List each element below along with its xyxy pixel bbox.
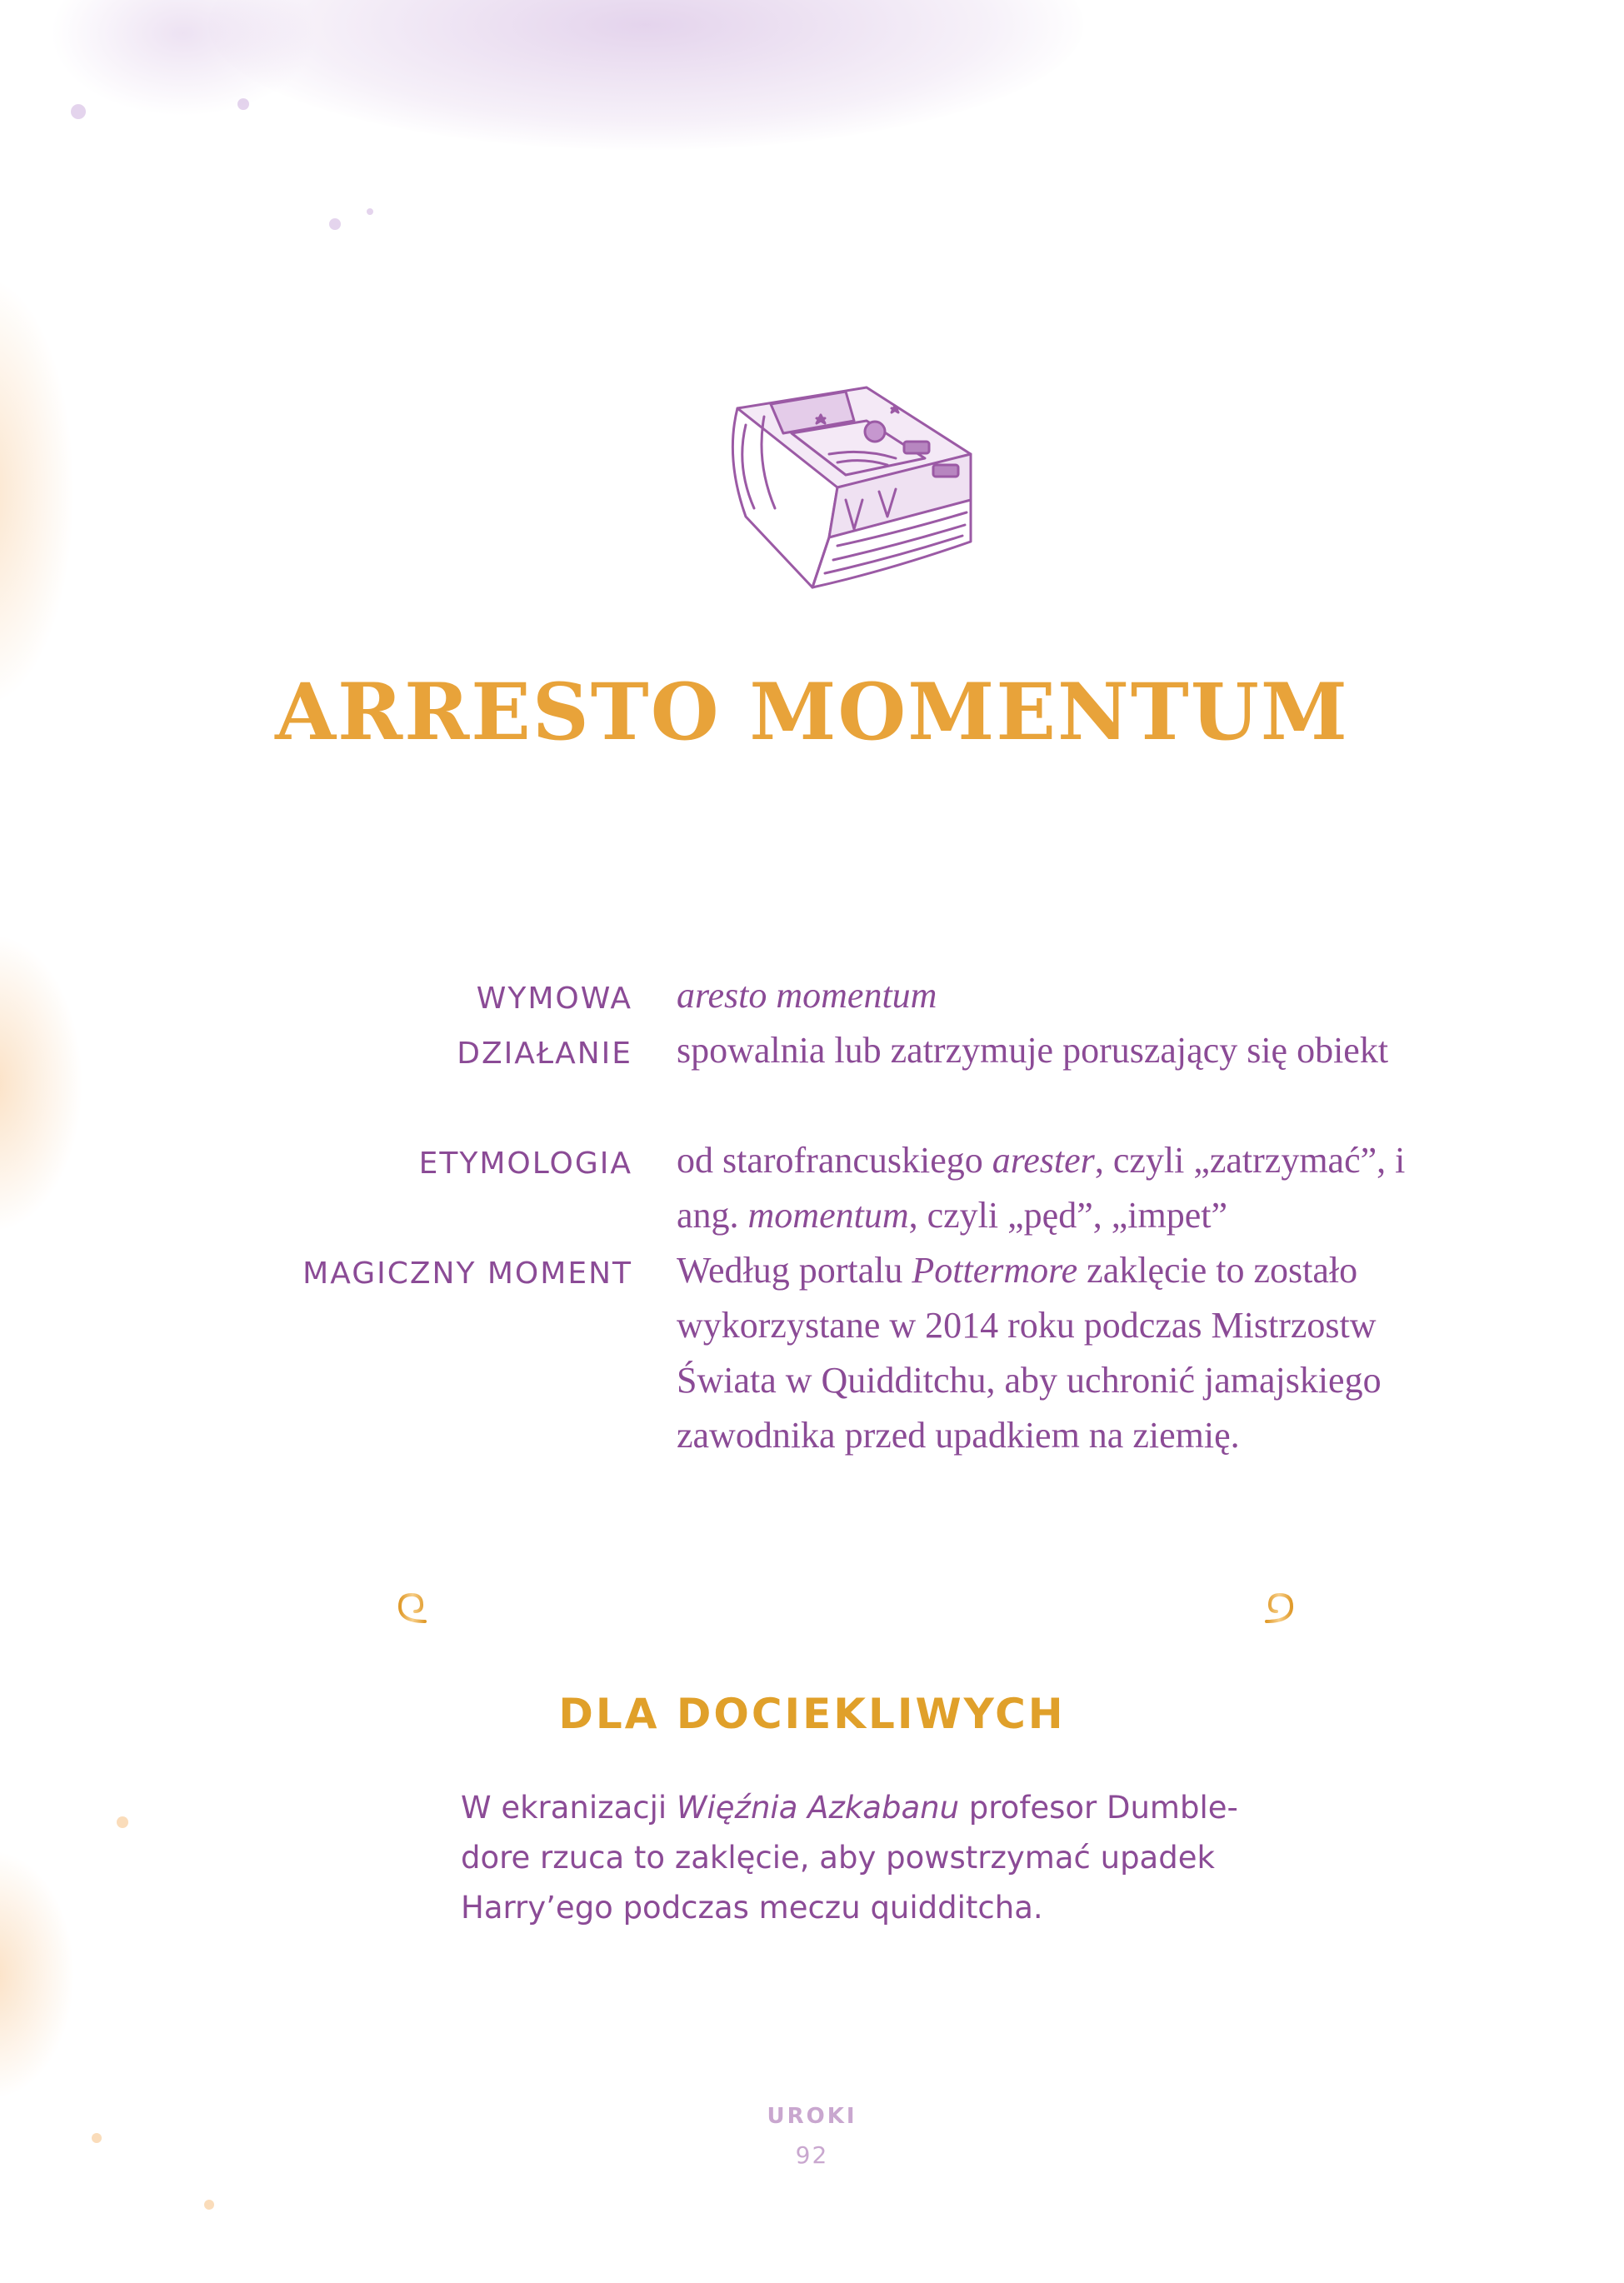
etymology-text: od starofrancuskiego: [677, 1140, 992, 1181]
ink-dot: [71, 104, 86, 119]
watercolor-wash-top: [208, 0, 1083, 150]
watercolor-wash-left-3: [0, 1850, 75, 2100]
ink-dot: [237, 98, 249, 110]
magic-moment-value: [677, 1243, 1393, 1463]
sidebar-text: profesor Dumble-dore rzuca to zaklęcie, aby powstrzymać upadek Harry’ego podczas meczu quidditcha.: [461, 1790, 1238, 1926]
magic-moment-text: Według portalu: [677, 1250, 912, 1291]
etymology-emphasis: momentum: [747, 1195, 909, 1236]
spellbook-illustration-icon: [721, 383, 979, 604]
effect-value: spowalnia lub zatrzymuje poruszający się obiekt: [677, 1030, 1389, 1071]
magic-moment-label: MAGICZNY MOMENT: [302, 1256, 632, 1291]
watercolor-wash-top-left: [50, 0, 317, 117]
ornamental-divider-icon: [392, 1590, 1300, 1631]
ink-dot: [117, 1816, 128, 1828]
spell-title: ARRESTO MOMENTUM: [275, 667, 1349, 758]
sidebar-body: [461, 1783, 1277, 1933]
pronunciation-value: [677, 968, 1427, 1023]
footer-section-label: UROKI: [767, 2104, 857, 2129]
etymology-label: ETYMOLOGIA: [418, 1146, 632, 1181]
sidebar-text: W ekranizacji: [461, 1790, 677, 1826]
sidebar-heading: DLA DOCIEKLIWYCH: [558, 1690, 1066, 1738]
watercolor-wash-left-2: [0, 933, 83, 1233]
etymology-text: , czyli „zatrzymać”, i ang.: [677, 1140, 1406, 1236]
pronunciation-text: aresto momentum: [677, 975, 937, 1016]
etymology-emphasis: arester: [992, 1140, 1095, 1181]
effect-label: DZIAŁANIE: [457, 1037, 632, 1071]
magic-moment-emphasis: Pottermore: [912, 1250, 1078, 1291]
etymology-value: [677, 1133, 1427, 1243]
ink-dot: [329, 218, 341, 230]
page-number: 92: [795, 2141, 829, 2169]
sidebar-emphasis: Więźnia Azkabanu: [676, 1790, 960, 1826]
ink-dot: [367, 208, 373, 215]
pronunciation-label: WYMOWA: [476, 982, 632, 1016]
ink-dot: [204, 2200, 214, 2210]
magic-moment-text: zaklęcie to zostało wykorzystane w 2014 roku podczas Mistrzostw Świata w Quidditchu, aby uchronić jamajskiego zawodnika przed upadkiem na ziemię.: [677, 1250, 1382, 1456]
etymology-text: , czyli „pęd”, „impet”: [908, 1195, 1227, 1236]
watercolor-wash-left-1: [0, 275, 75, 708]
